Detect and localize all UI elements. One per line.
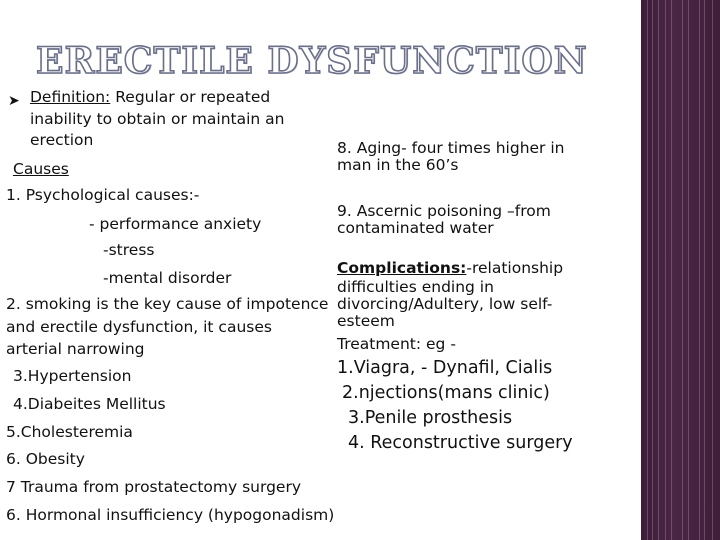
- complications-line3: divorcing/Adultery, low self-: [337, 295, 553, 313]
- decorative-sidebar: [641, 0, 720, 540]
- cause-item: 1. Psychological causes:-: [6, 186, 200, 204]
- treatment-item: 1.Viagra, - Dynafil, Cialis: [337, 358, 553, 378]
- cause-item: 3.Hypertension: [13, 367, 132, 385]
- treatment-item: 3.Penile prosthesis: [348, 408, 513, 428]
- complications-line1: [337, 258, 563, 279]
- aging-line2: man in the 60’s: [337, 156, 459, 174]
- bullet-arrow-icon: ➤: [8, 93, 20, 109]
- cause-item: -stress: [103, 241, 155, 259]
- arsenic-line1: 9. Ascernic poisoning –from: [337, 202, 551, 220]
- cause-item: 7 Trauma from prostatectomy surgery: [6, 478, 302, 496]
- cause-item: 6. Obesity: [6, 450, 85, 468]
- definition-text1: Regular or repeated: [110, 88, 271, 106]
- complications-line2: difficulties ending in: [337, 278, 494, 296]
- treatment-item: 4. Reconstructive surgery: [348, 433, 573, 453]
- complications-line4: esteem: [337, 312, 395, 330]
- cause-item: arterial narrowing: [6, 340, 145, 358]
- causes-heading: Causes: [13, 160, 69, 178]
- treatment-item: 2.njections(mans clinic): [342, 383, 550, 403]
- cause-item: 6. Hormonal insufficiency (hypogonadism): [6, 506, 335, 524]
- cause-item: 5.Cholesteremia: [6, 423, 133, 441]
- cause-item: and erectile dysfunction, it causes: [6, 318, 272, 336]
- cause-item: 2. smoking is the key cause of impotence: [6, 295, 329, 313]
- definition-line2: inability to obtain or maintain an: [30, 110, 285, 128]
- definition-label: Definition:: [30, 88, 111, 106]
- complications-text1: -relationship: [466, 259, 564, 277]
- slide-title: ERECTILE DYSFUNCTION: [36, 40, 588, 82]
- complications-label: Complications:: [337, 259, 467, 277]
- definition-line3: erection: [30, 131, 94, 149]
- cause-item: - performance anxiety: [89, 215, 262, 233]
- cause-item: 4.Diabeites Mellitus: [13, 395, 166, 413]
- arsenic-line2: contaminated water: [337, 219, 494, 237]
- cause-item: -mental disorder: [103, 269, 232, 287]
- definition-line1: [30, 87, 270, 108]
- aging-line1: 8. Aging- four times higher in: [337, 139, 565, 157]
- treatment-line: Treatment: eg -: [337, 335, 456, 353]
